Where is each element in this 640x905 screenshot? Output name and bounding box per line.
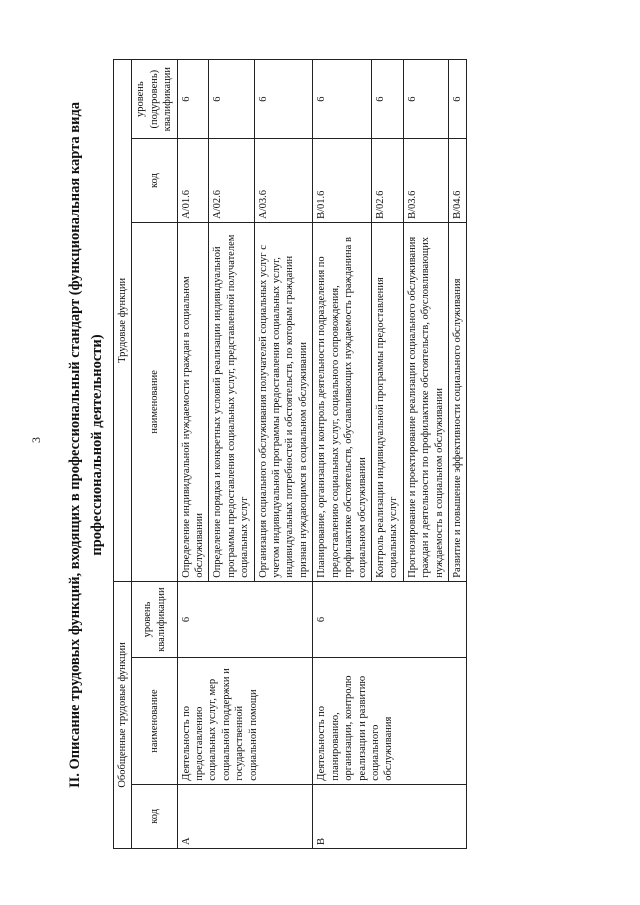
functional-map-table (113, 59, 467, 849)
tf-level: 6 (177, 60, 209, 139)
tf-level: 6 (209, 60, 254, 139)
tf-level: 6 (448, 60, 466, 139)
header-generalized-functions: Обобщенные трудовые функции (114, 581, 132, 848)
tf-level: 6 (313, 60, 372, 139)
header-tf-name: наименование (132, 222, 177, 581)
tf-level: 6 (254, 60, 313, 139)
header-code: код (132, 784, 177, 848)
header-tf-code: код (132, 139, 177, 223)
tf-code: B/02.6 (371, 139, 403, 223)
tf-name: Контроль реализации индивидуальной программы предоставления социальных услуг (371, 222, 403, 581)
tf-code: A/01.6 (177, 139, 209, 223)
tf-name: Определение индивидуальной нуждаемости граждан в социальном обслуживании (177, 222, 209, 581)
gf-name: Деятельность по планированию, организации, контролю реализации и развитию социального обслуживания (313, 658, 467, 784)
gf-code: A (177, 784, 313, 848)
tf-name: Организация социального обслуживания получателей социальных услуг с учетом индивидуальной программы предоставления социальных услуг, индивидуальных потребностей и обстоятельств, по которым гражданин признан нуждающимся в социальном обслуживании (254, 222, 313, 581)
tf-name: Прогнозирование и проектирование реализации социального обслуживания граждан и деятельности по профилактике обстоятельств, обусловливающих нуждаемость в социальном обслуживании (403, 222, 448, 581)
table-row (313, 60, 372, 849)
tf-name: Определение порядка и конкретных условий реализации индивидуальной программы предоставления социальных услуг, представленной получателем социальных услуг (209, 222, 254, 581)
table-row (177, 60, 209, 849)
gf-level: 6 (313, 581, 467, 658)
section-title (64, 65, 108, 825)
title-line-1: II. Описание трудовых функций, входящих в профессиональный стандарт (функциональная карта вида (67, 101, 83, 789)
tf-name: Развитие и повышение эффективности социального обслуживания (448, 222, 466, 581)
header-labor-functions: Трудовые функции (114, 60, 132, 582)
gf-level: 6 (177, 581, 313, 658)
tf-name: Планирование, организация и контроль деятельности подразделения по предоставлению социальных услуг, социального сопровождения, профилактике обстоятельств, обуславливающих нуждаемость гражданина в социальном обслуживании (313, 222, 372, 581)
header-level: уровень квалификации (132, 581, 177, 658)
tf-code: B/04.6 (448, 139, 466, 223)
title-line-2: профессиональной деятельности) (89, 334, 105, 556)
page-number: 3 (29, 437, 43, 443)
tf-level: 6 (403, 60, 448, 139)
tf-code: B/03.6 (403, 139, 448, 223)
tf-code: A/02.6 (209, 139, 254, 223)
header-name: наименование (132, 658, 177, 784)
header-tf-level: уровень (подуровень) квалификации (132, 60, 177, 139)
tf-code: B/01.6 (313, 139, 372, 223)
tf-level: 6 (371, 60, 403, 139)
gf-code: B (313, 784, 467, 848)
gf-name: Деятельность по предоставлению социальных услуг, мер социальной поддержки и государственной социальной помощи (177, 658, 313, 784)
tf-code: A/03.6 (254, 139, 313, 223)
